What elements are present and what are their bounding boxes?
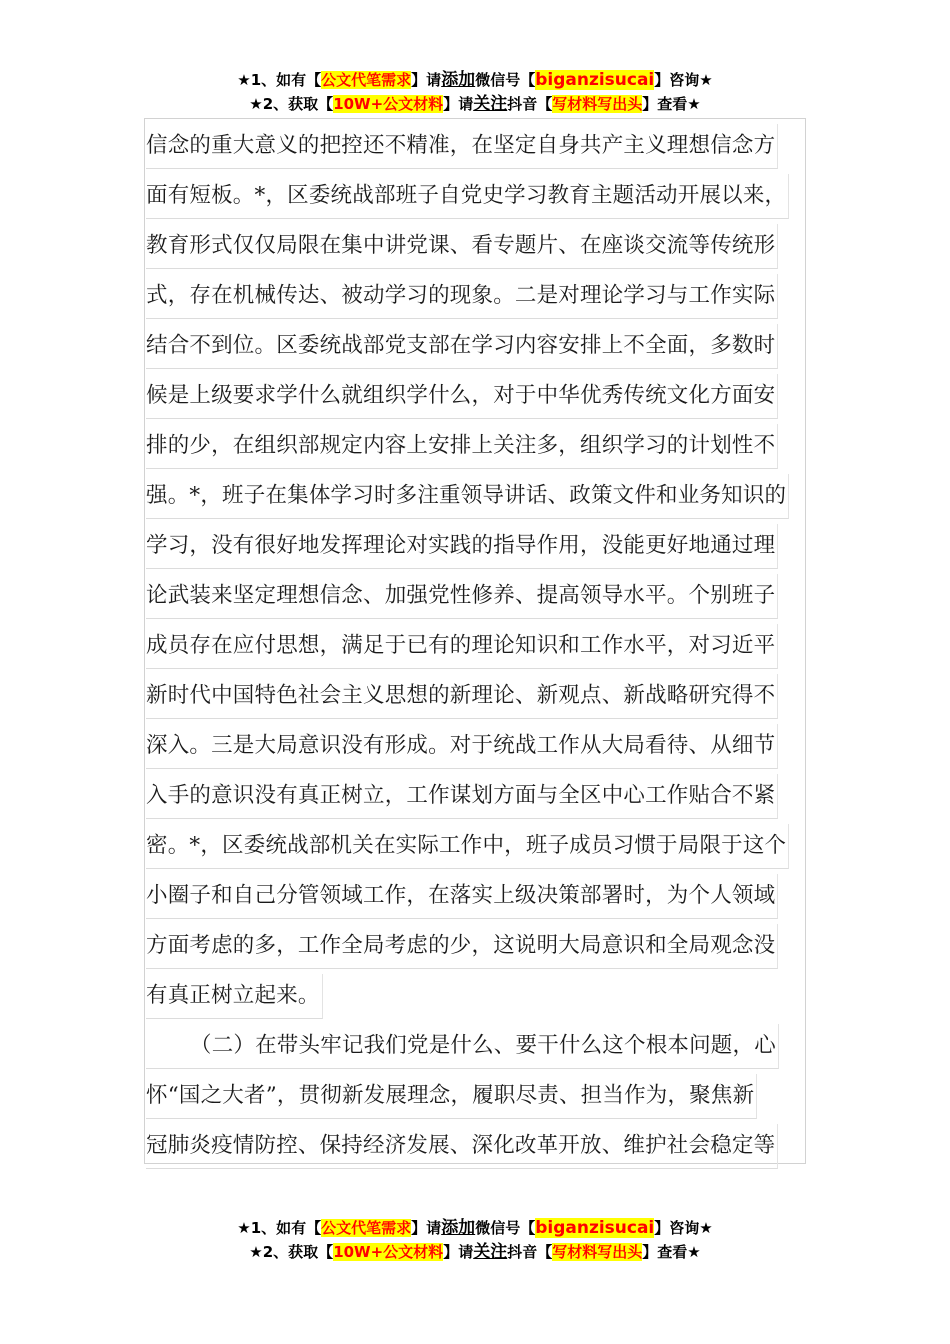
footer-banner <box>0 1216 950 1264</box>
banner-highlight: 写材料写出头 <box>552 95 643 113</box>
banner-text: 】咨询★ <box>654 71 713 89</box>
banner-text: 】请 <box>443 95 474 113</box>
banner-text: ★2、获取【 <box>249 1243 334 1261</box>
banner-text: 】查看★ <box>642 95 701 113</box>
text-line: 有真正树立起来。 <box>146 974 806 1024</box>
banner-highlight: 写材料写出头 <box>552 1243 643 1261</box>
banner-text: 抖音【 <box>507 1243 553 1261</box>
text-line: 方面考虑的多，工作全局考虑的少，这说明大局意识和全局观念没 <box>146 924 806 974</box>
banner-wechat-id: biganzisucai <box>535 70 655 90</box>
text-line: 面有短板。*，区委统战部班子自党史学习教育主题活动开展以来， <box>146 174 806 224</box>
text-line: 教育形式仅仅局限在集中讲党课、看专题片、在座谈交流等传统形 <box>146 224 806 274</box>
banner-highlight: 10W+公文材料 <box>333 95 444 113</box>
banner-underline-text: 添加 <box>441 70 476 90</box>
text-line: 入手的意识没有真正树立，工作谋划方面与全区中心工作贴合不紧 <box>146 774 806 824</box>
text-line: 新时代中国特色社会主义思想的新理论、新观点、新战略研究得不 <box>146 674 806 724</box>
text-line: 怀“国之大者”，贯彻新发展理念，履职尽责、担当作为，聚焦新 <box>146 1074 806 1124</box>
banner-highlight: 公文代笔需求 <box>321 71 412 89</box>
text-line: 信念的重大意义的把控还不精准，在坚定自身共产主义理想信念方 <box>146 124 806 174</box>
banner-highlight: 公文代笔需求 <box>321 1219 412 1237</box>
banner-highlight: 10W+公文材料 <box>333 1243 444 1261</box>
text-line: 强。*，班子在集体学习时多注重领导讲话、政策文件和业务知识的 <box>146 474 806 524</box>
document-body <box>146 124 806 1174</box>
banner-line-1 <box>0 68 950 92</box>
text-line: 冠肺炎疫情防控、保持经济发展、深化改革开放、维护社会稳定等 <box>146 1124 806 1174</box>
banner-wechat-id: biganzisucai <box>535 1218 655 1238</box>
banner-text: ★1、如有【 <box>237 71 322 89</box>
text-line: 排的少，在组织部规定内容上安排上关注多，组织学习的计划性不 <box>146 424 806 474</box>
banner-line-2 <box>0 1240 950 1264</box>
text-line: 学习，没有很好地发挥理论对实践的指导作用，没能更好地通过理 <box>146 524 806 574</box>
text-line: 式，存在机械传达、被动学习的现象。二是对理论学习与工作实际 <box>146 274 806 324</box>
banner-text: ★1、如有【 <box>237 1219 322 1237</box>
banner-text: 抖音【 <box>507 95 553 113</box>
section-heading-line: （二）在带头牢记我们党是什么、要干什么这个根本问题，心 <box>146 1024 806 1074</box>
banner-text: 】咨询★ <box>654 1219 713 1237</box>
banner-underline-text: 关注 <box>473 94 508 114</box>
banner-line-1 <box>0 1216 950 1240</box>
banner-text: 微信号【 <box>475 1219 536 1237</box>
text-line: 成员存在应付思想，满足于已有的理论知识和工作水平，对习近平 <box>146 624 806 674</box>
text-line: 密。*，区委统战部机关在实际工作中，班子成员习惯于局限于这个 <box>146 824 806 874</box>
banner-text: ★2、获取【 <box>249 95 334 113</box>
text-line: 小圈子和自己分管领域工作，在落实上级决策部署时，为个人领域 <box>146 874 806 924</box>
banner-text: 微信号【 <box>475 71 536 89</box>
text-line: 深入。三是大局意识没有形成。对于统战工作从大局看待、从细节 <box>146 724 806 774</box>
banner-text: 】查看★ <box>642 1243 701 1261</box>
banner-text: 】请 <box>411 71 442 89</box>
banner-text: 】请 <box>443 1243 474 1261</box>
text-line: 论武装来坚定理想信念、加强党性修养、提高领导水平。个别班子 <box>146 574 806 624</box>
banner-text: 】请 <box>411 1219 442 1237</box>
banner-underline-text: 关注 <box>473 1242 508 1262</box>
text-line: 结合不到位。区委统战部党支部在学习内容安排上不全面，多数时 <box>146 324 806 374</box>
banner-line-2 <box>0 92 950 116</box>
banner-underline-text: 添加 <box>441 1218 476 1238</box>
text-line: 候是上级要求学什么就组织学什么，对于中华优秀传统文化方面安 <box>146 374 806 424</box>
header-banner <box>0 68 950 116</box>
